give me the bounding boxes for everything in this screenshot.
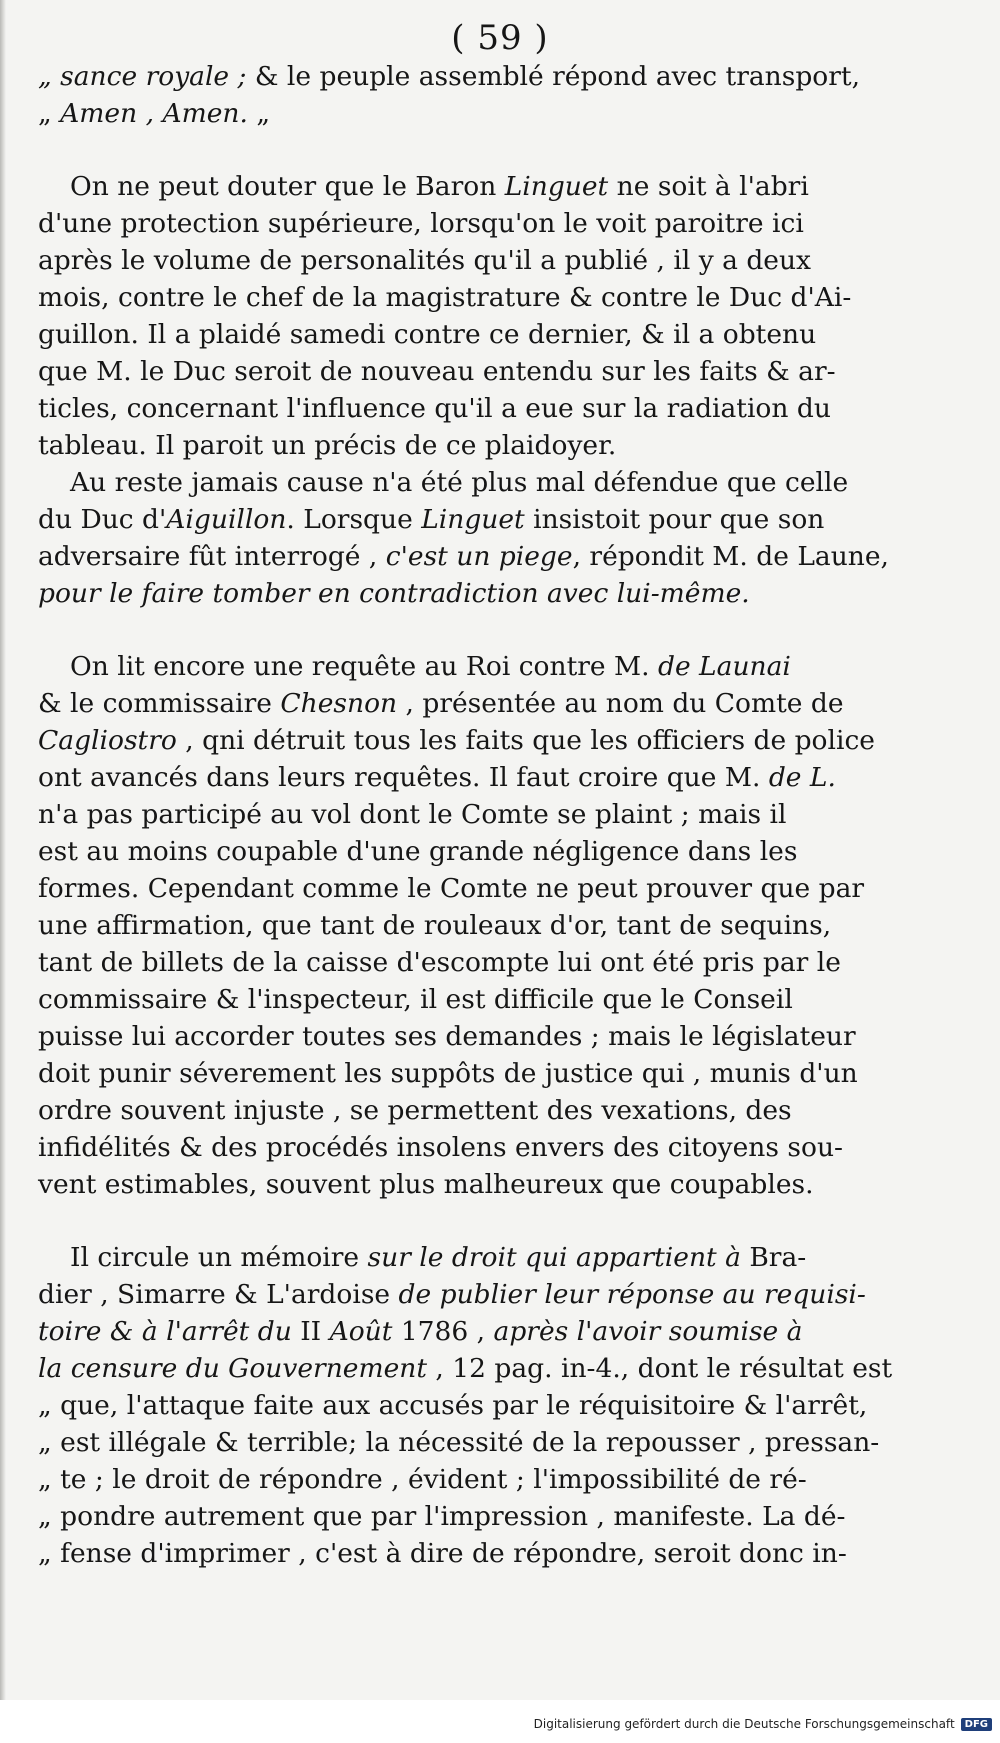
text-run: Au reste jamais cause n'a été plus mal défendue que celle [70,467,849,498]
text-line [38,759,958,796]
text-line [38,1461,958,1498]
text-line [38,981,958,1018]
paragraph-aiguillon [38,464,958,612]
text-run: dier , Simarre & L'ardoise [38,1279,399,1310]
text-line [38,95,958,132]
italic-run: c'est un piege [385,541,573,572]
text-run: tant de billets de la caisse d'escompte lui ont été pris par le [38,947,841,978]
text-line [38,1092,958,1129]
italic-run: de Launai [657,651,791,682]
text-run: que M. le Duc seroit de nouveau entendu sur les faits & ar- [38,356,836,387]
text-line [38,538,958,575]
text-run: 1786 , [392,1316,494,1347]
text-run: insistoit pour que son [524,504,825,535]
text-line [38,501,958,538]
text-line [38,1166,958,1203]
continued-quote [38,58,958,132]
digitization-footer [534,1717,992,1731]
text-line [38,1387,958,1424]
text-run: après le volume de personalités qu'il a publié , il y a deux [38,245,811,276]
text-line [38,1535,958,1572]
text-run: une affirmation, que tant de rouleaux d'or, tant de sequins, [38,910,832,941]
text-run: „ [38,98,61,129]
text-run: „ [247,98,271,129]
text-run: formes. Cependant comme le Comte ne peut prouver que par [38,873,865,904]
italic-run: Août [329,1316,393,1347]
text-run: n'a pas participé au vol dont le Comte se plaint ; mais il [38,799,787,830]
text-run: guillon. Il a plaidé samedi contre ce dernier, & il a obtenu [38,319,817,350]
text-line [38,464,958,501]
italic-run: Chesnon [280,688,398,719]
text-line [38,279,958,316]
paragraph-gap [38,1203,958,1239]
text-line [38,316,958,353]
text-run: , répondit M. de Laune, [572,541,889,572]
text-line [38,242,958,279]
text-line [38,1424,958,1461]
text-line [38,427,958,464]
text-run: ticles, concernant l'influence qu'il a eue sur la radiation du [38,393,831,424]
text-line [38,722,958,759]
text-line [38,390,958,427]
text-run: „ est illégale & terrible; la nécessité de la repousser , pressan- [38,1427,880,1458]
text-run: „ fense d'imprimer , c'est à dire de répondre, seroit donc in- [38,1538,847,1569]
text-run: „ pondre autrement que par l'impression , manifeste. La dé- [38,1501,846,1532]
text-line [38,1498,958,1535]
italic-run: après l'avoir soumise à [493,1316,803,1347]
text-run: On lit encore une requête au Roi contre M. [70,651,658,682]
text-run: est au moins coupable d'une grande négligence dans les [38,836,798,867]
page-number: ( 59 ) [451,18,549,58]
text-run: ont avancés dans leurs requêtes. Il faut croire que M. [38,762,769,793]
italic-run: Linguet [504,171,609,202]
footer-credit: Digitalisierung gefördert durch die Deutsche Forschungsgemeinschaft [533,1717,955,1731]
text-line [38,944,958,981]
text-run: „ te ; le droit de répondre , évident ; l'impossibilité de ré- [38,1464,807,1495]
text-run: & le peuple assemblé répond avec transport, [254,61,860,92]
text-line [38,685,958,722]
italic-run: de publier leur réponse au requisi- [398,1279,866,1310]
text-line [38,1276,958,1313]
text-line [38,575,958,612]
text-line [38,1129,958,1166]
italic-run: Linguet [421,504,525,535]
text-run: ordre souvent injuste , se permettent des vexations, des [38,1095,792,1126]
dfg-logo: DFG [961,1718,992,1731]
text-line [38,1055,958,1092]
text-run: doit punir séverement les suppôts de justice qui , munis d'un [38,1058,858,1089]
text-run: II [291,1316,330,1347]
italic-run: Cagliostro [38,725,177,756]
text-run: tableau. Il paroit un précis de ce plaidoyer. [38,430,617,461]
text-line [38,58,958,95]
text-run: „ que, l'attaque faite aux accusés par le réquisitoire & l'arrêt, [38,1390,868,1421]
text-run: ne soit à l'abri [608,171,809,202]
text-line [38,870,958,907]
paragraph-linguet [38,168,958,464]
italic-run: sur le droit qui appartient à [367,1242,741,1273]
text-run: , qni détruit tous les faits que les officiers de police [176,725,875,756]
text-run: puisse lui accorder toutes ses demandes ; mais le législateur [38,1021,856,1052]
text-line [38,168,958,205]
text-run: infidélités & des procédés insolens envers des citoyens sou- [38,1132,843,1163]
text-run: adversaire fût interrogé , [38,541,386,572]
italic-run: pour le faire tomber en contradiction avec lui-même. [38,578,750,609]
paragraph-memoire [38,1239,958,1572]
text-line [38,648,958,685]
paragraph-gap [38,132,958,168]
text-run: vent estimables, souvent plus malheureux que coupables. [38,1169,814,1200]
text-run: , présentée au nom du Comte de [397,688,844,719]
text-run: commissaire & l'inspecteur, il est difficile que le Conseil [38,984,793,1015]
italic-run: „ sance royale ; [38,61,255,92]
text-line [38,1239,958,1276]
italic-run: Amen , Amen. [60,98,248,129]
page-edge-shadow [0,0,6,1743]
text-line [38,833,958,870]
text-line [38,205,958,242]
text-run: d'une protection supérieure, lorsqu'on le voit paroitre ici [38,208,804,239]
text-run: du Duc d' [38,504,167,535]
text-run: Bra- [740,1242,807,1273]
italic-run: de L. [768,762,836,793]
paragraph-cagliostro [38,648,958,1203]
italic-run: toire & à l'arrêt du [38,1316,292,1347]
page-text-body [38,58,958,1572]
text-run: & le commissaire [38,688,281,719]
text-run: mois, contre le chef de la magistrature & contre le Duc d'Ai- [38,282,852,313]
italic-run: la censure du Gouvernement [38,1353,427,1384]
text-run: . Lorsque [286,504,422,535]
text-run: On ne peut douter que le Baron [70,171,505,202]
text-line [38,907,958,944]
text-line [38,1313,958,1350]
text-line [38,796,958,833]
text-line [38,1350,958,1387]
text-run: Il circule un mémoire [70,1242,368,1273]
text-line [38,353,958,390]
text-run: , 12 pag. in-4., dont le résultat est [426,1353,893,1384]
paragraph-gap [38,612,958,648]
text-line [38,1018,958,1055]
italic-run: Aiguillon [166,504,287,535]
